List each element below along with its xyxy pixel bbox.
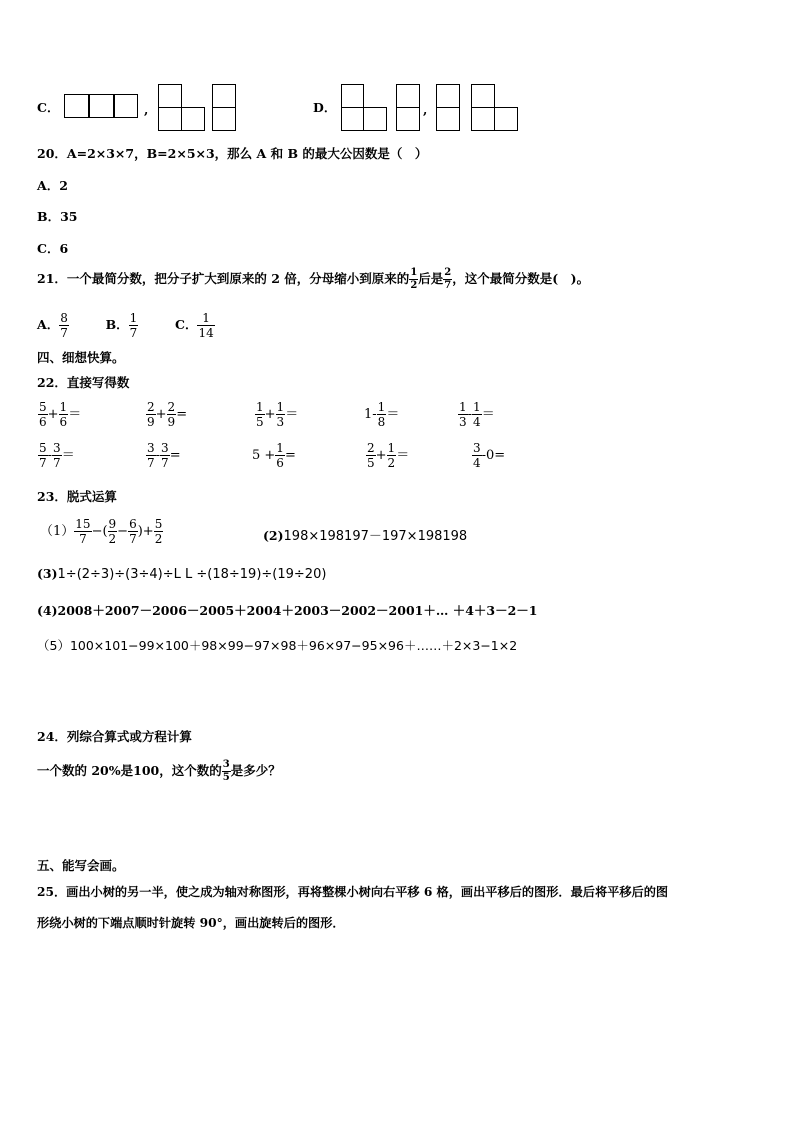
q23-part4: (4)2008＋2007－2006－2005＋2004＋2003－2002－2001＋… ＋4＋3－2－1	[37, 603, 538, 618]
fraction: $\frac{1}{2}$	[410, 267, 418, 291]
q20-option-b: B．35	[37, 209, 78, 224]
q21-prompt: 21．一个最简分数，把分子扩大到原来的 2 倍，分母缩小到原来的 $\frac{1}{2}$ 后是 $\frac{2}{7}$ ，这个最简分数是( )。	[37, 267, 590, 291]
q23-part2: (2)198×198197－197×198198	[263, 528, 468, 544]
q23-title: 23．脱式运算	[37, 489, 117, 504]
separator-d: ,	[423, 102, 428, 117]
q24-title: 24．列综合算式或方程计算	[37, 729, 192, 744]
option-d-label: D．	[313, 100, 337, 115]
q22-item: $\frac{5}{7}$ - $\frac{3}{7}$ ＝	[39, 441, 75, 470]
section5-title: 五、能写会画。	[37, 858, 125, 873]
q23-part3: (3)1÷(2÷3)÷(3÷4)÷L L ÷(18÷19)÷(19÷20)	[37, 566, 327, 582]
section4-title: 四、细想快算。	[37, 350, 125, 365]
q25-line1: 25．画出小树的另一半，使之成为轴对称图形，再将整棵小树向右平移 6 格，画出平移后的图形．最后将平移后的图	[37, 885, 669, 899]
q22-item: $\frac{2}{5}$ + $\frac{1}{2}$ ＝	[367, 441, 410, 470]
q20-option-a: A．2	[37, 178, 68, 193]
q22-item: $\frac{3}{4}$ -0=	[473, 441, 506, 470]
q22-item: 5 + $\frac{1}{6}$ =	[252, 441, 296, 470]
q22-item: 1- $\frac{1}{8}$ ＝	[364, 400, 400, 429]
q20-option-c: C．6	[37, 241, 69, 256]
separator-c: ,	[144, 102, 149, 117]
q22-item: $\frac{1}{5}$ + $\frac{1}{3}$ ＝	[256, 400, 299, 429]
q20-prompt: 20．A=2×3×7，B=2×5×3，那么 A 和 B 的最大公因数是（ ）	[37, 146, 428, 161]
q23-part1: （1） $\frac{15}{7}$ −( $\frac{9}{2}$ − $\frac{6}{7}$ )+ $\frac{5}{2}$	[40, 517, 163, 546]
q22-item: $\frac{2}{9}$ + $\frac{2}{9}$ =	[147, 400, 188, 429]
q24-text: 一个数的 20%是100，这个数的 $\frac{3}{5}$ 是多少？	[37, 759, 281, 783]
q21-options: A． $\frac{8}{7}$ B． $\frac{1}{7}$ C． $\frac{1}{14}$	[37, 311, 214, 340]
q22-item: $\frac{3}{7}$ - $\frac{3}{7}$ =	[147, 441, 181, 470]
q22-title: 22．直接写得数	[37, 375, 130, 390]
q22-item: $\frac{1}{3}$ - $\frac{1}{4}$ ＝	[459, 400, 495, 429]
q22-item: $\frac{5}{6}$ + $\frac{1}{6}$ ＝	[39, 400, 82, 429]
option-c-label: C．	[37, 100, 60, 115]
fraction: $\frac{2}{7}$	[444, 267, 452, 291]
q25-line2: 形绕小树的下端点顺时针旋转 90°，画出旋转后的图形．	[37, 916, 345, 930]
q23-part5: （5）100×101−99×100＋98×99−97×98＋96×97−95×96＋……＋2×3−1×2	[37, 638, 518, 653]
